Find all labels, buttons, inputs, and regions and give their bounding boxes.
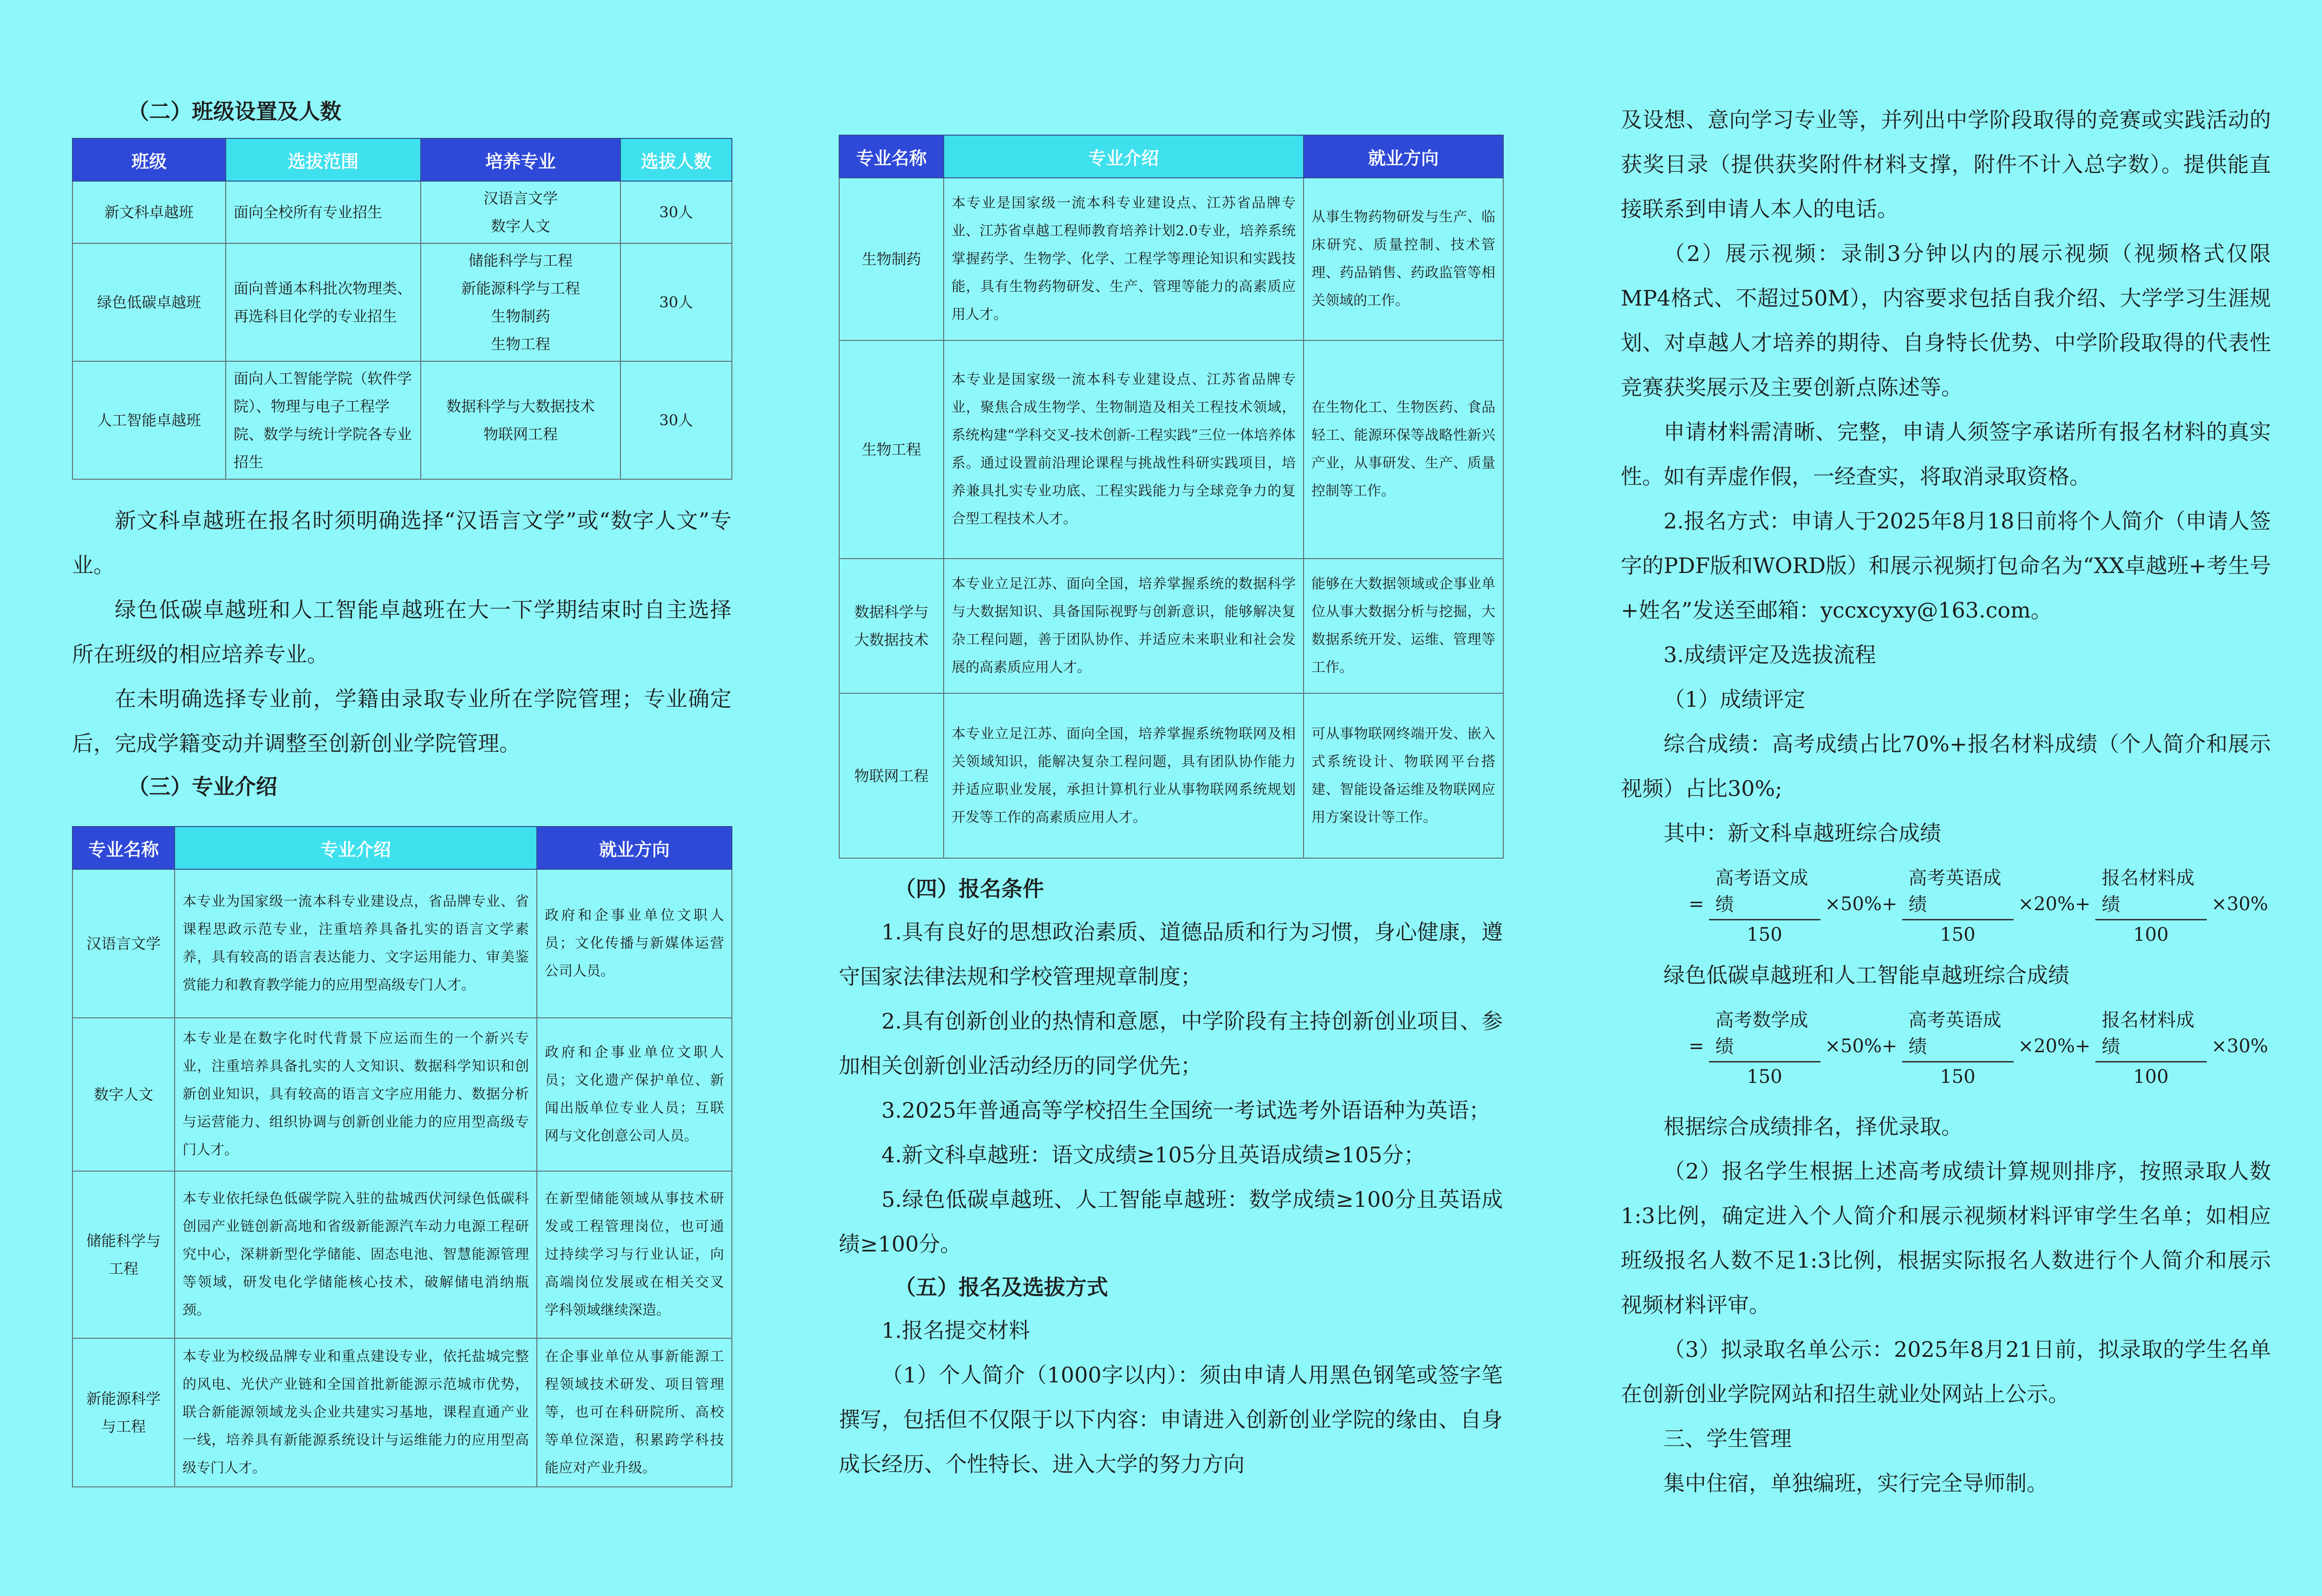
body-paragraph: 3.成绩评定及选拔流程 bbox=[1663, 642, 1876, 667]
major-row bbox=[72, 1338, 732, 1487]
body-paragraph: 申请材料需清晰、完整，申请人须签字承诺所有报名材料的真实性。如有弄虚作假，一经查实，将取消录取资格。 bbox=[1621, 419, 2271, 489]
major-row bbox=[72, 1171, 732, 1338]
condition-item: 2.具有创新创业的热情和意愿，中学阶段有主持创新创业项目、参加相关创新创业活动经历的同学优先； bbox=[839, 1009, 1503, 1078]
major-career: 政府和企事业单位文职人员；文化遗产保护单位、新闻出版单位专业人员；互联网与文化创意公司人员。 bbox=[537, 1018, 732, 1171]
major-row bbox=[839, 693, 1503, 858]
class-majors bbox=[421, 243, 620, 361]
registration-section bbox=[839, 868, 1503, 1486]
major-row bbox=[839, 178, 1503, 340]
conditions-heading: （四）报名条件 bbox=[894, 876, 1044, 901]
class-majors bbox=[421, 181, 620, 243]
major-name: 生物工程 bbox=[839, 340, 944, 559]
major-career: 能够在大数据领域或企事业单位从事大数据分析与挖掘，大数据系统开发、运维、管理等工作。 bbox=[1304, 559, 1503, 693]
formula-fraction bbox=[1902, 1005, 2014, 1088]
class-table-header-cell: 培养专业 bbox=[421, 138, 620, 181]
major-row bbox=[72, 869, 732, 1018]
major-intro-heading: （三）专业介绍 bbox=[128, 774, 277, 799]
major-career: 在企事业单位从事新能源工程领域技术研发、项目管理等，也可在科研院所、高校等单位深造，积累跨学科技能应对产业升级。 bbox=[537, 1338, 732, 1487]
formula-liberal-arts bbox=[1686, 867, 2271, 945]
major-intro: 本专业是在数字化时代背景下应运而生的一个新兴专业，注重培养具备扎实的人文知识、数据科学知识和创新创业知识，具有较高的语言文字应用能力、数据分析与运营能力、组织协调与创新创业能力的应用型高级专门人才。 bbox=[175, 1018, 537, 1171]
body-paragraph: 根据综合成绩排名，择优录取。 bbox=[1663, 1114, 1963, 1139]
condition-item: 3.2025年普通高等学校招生全国统一考试选考外语语种为英语； bbox=[881, 1098, 1490, 1123]
body-paragraph: （2）报名学生根据上述高考成绩计算规则排序，按照录取人数1:3比例，确定进入个人简介和展示视频材料评审学生名单；如相应班级报名人数不足1:3比例，根据实际报名人数进行个人简介和展示视频材料评审。 bbox=[1621, 1159, 2271, 1317]
formula-denominator: 150 bbox=[1747, 924, 1782, 945]
formula-weight: ×50%+ bbox=[1825, 893, 1898, 915]
condition-item: 5.绿色低碳卓越班、人工智能卓越班：数学成绩≥100分且英语成绩≥100分。 bbox=[839, 1187, 1503, 1257]
formula-denominator: 150 bbox=[1940, 1066, 1976, 1088]
class-table-header-cell: 班级 bbox=[72, 138, 226, 181]
major-name: 汉语言文学 bbox=[72, 869, 175, 1018]
formula-denominator: 100 bbox=[2133, 1066, 2169, 1088]
major-item: 新能源科学与工程 bbox=[461, 280, 580, 297]
major-table-header-cell: 专业名称 bbox=[839, 135, 944, 178]
class-table-row bbox=[72, 243, 732, 361]
major-name: 生物制药 bbox=[839, 178, 944, 340]
selection-subheading: 1.报名提交材料 bbox=[881, 1318, 1030, 1343]
major-career: 在生物化工、生物医药、食品轻工、能源环保等战略性新兴产业，从事研发、生产、质量控制等工作。 bbox=[1304, 340, 1503, 559]
class-table-row bbox=[72, 361, 732, 479]
body-paragraph: 2.报名方式：申请人于2025年8月18日前将个人简介（申请人签字的PDF版和WORD版）和展示视频打包命名为“XX卓越班+考生号+姓名”发送至邮箱：yccxcyxy@163.com。 bbox=[1621, 508, 2271, 623]
selection-process bbox=[1621, 1104, 2271, 1505]
class-table-row bbox=[72, 181, 732, 243]
class-scope: 面向普通本科批次物理类、再选科目化学的专业招生 bbox=[226, 243, 421, 361]
formula-weight: ×30% bbox=[2211, 1036, 2268, 1057]
class-table-header bbox=[72, 138, 732, 181]
condition-item: 4.新文科卓越班：语文成绩≥105分且英语成绩≥105分； bbox=[881, 1142, 1425, 1167]
class-name: 新文科卓越班 bbox=[72, 181, 226, 243]
formula-weight: ×20%+ bbox=[2018, 893, 2091, 915]
major-item: 生物制药 bbox=[490, 307, 550, 325]
formula-numerator: 高考英语成绩 bbox=[1902, 863, 2014, 920]
class-count: 30人 bbox=[620, 181, 732, 243]
formula-numerator: 报名材料成绩 bbox=[2095, 863, 2207, 920]
major-table-header-cell: 专业介绍 bbox=[175, 827, 537, 869]
formula-equals: = bbox=[1689, 893, 1704, 915]
major-intro: 本专业是国家级一流本科专业建设点、江苏省品牌专业、江苏省卓越工程师教育培养计划2.0专业，培养系统掌握药学、生物学、化学、工程学等理论知识和实践技能，具有生物药物研发、生产、管理等能力的高素质应用人才。 bbox=[944, 178, 1304, 340]
major-name: 储能科学与工程 bbox=[72, 1171, 175, 1338]
major-career: 可从事物联网终端开发、嵌入式系统设计、物联网平台搭建、智能设备运维及物联网应用方案设计等工作。 bbox=[1304, 693, 1503, 858]
body-paragraph: 其中：新文科卓越班综合成绩 bbox=[1663, 821, 1941, 846]
major-row bbox=[839, 340, 1503, 559]
formula-weight: ×30% bbox=[2211, 893, 2268, 915]
formula-low-carbon-ai bbox=[1686, 1009, 2271, 1088]
major-name: 新能源科学与工程 bbox=[72, 1338, 175, 1487]
formula-equals: = bbox=[1689, 1036, 1704, 1057]
major-table-header-cell: 专业名称 bbox=[72, 827, 175, 869]
major-item: 生物工程 bbox=[490, 335, 550, 353]
formula-fraction bbox=[1709, 863, 1820, 945]
major-intro: 本专业是国家级一流本科专业建设点、江苏省品牌专业，聚焦合成生物学、生物制造及相关工程技术领域，系统构建“学科交叉-技术创新-工程实践”三位一体培养体系。通过设置前沿理论课程与挑战性科研实践项目，培养兼具扎实专业功底、工程实践能力与全球竞争力的复合型工程技术人才。 bbox=[944, 340, 1304, 559]
major-table-header-cell: 就业方向 bbox=[1304, 135, 1503, 178]
class-scope: 面向人工智能学院（软件学院）、物理与电子工程学院、数学与统计学院各专业招生 bbox=[226, 361, 421, 479]
major-intro: 本专业为校级品牌专业和重点建设专业，依托盐城完整的风电、光伏产业链和全国首批新能源示范城市优势，联合新能源领域龙头企业共建实习基地，课程直通产业一线，培养具有新能源系统设计与运维能力的应用型高级专门人才。 bbox=[175, 1338, 537, 1487]
major-intro: 本专业依托绿色低碳学院入驻的盐城西伏河绿色低碳科创园产业链创新高地和省级新能源汽车动力电源工程研究中心，深耕新型化学储能、固态电池、智慧能源管理等领域，研发电化学储能核心技术，破解储电消纳瓶颈。 bbox=[175, 1171, 537, 1338]
formula-fraction bbox=[1709, 1005, 1820, 1088]
major-career: 政府和企事业单位文职人员；文化传播与新媒体运营公司人员。 bbox=[537, 869, 732, 1018]
formula-fraction bbox=[2095, 1005, 2207, 1088]
major-item: 储能科学与工程 bbox=[468, 252, 573, 269]
selection-heading: （五）报名及选拔方式 bbox=[894, 1275, 1108, 1300]
formula-numerator: 高考语文成绩 bbox=[1709, 863, 1820, 920]
class-count: 30人 bbox=[620, 361, 732, 479]
major-table-header-cell: 就业方向 bbox=[537, 827, 732, 869]
body-paragraph: 及设想、意向学习专业等，并列出中学阶段取得的竞赛或实践活动的获奖目录（提供获奖附件材料支撑，附件不计入总字数）。提供能直接联系到申请人本人的电话。 bbox=[1621, 107, 2271, 221]
body-paragraph: 绿色低碳卓越班和人工智能卓越班在大一下学期结束时自主选择所在班级的相应培养专业。 bbox=[72, 597, 731, 667]
formula-fraction bbox=[1902, 863, 2014, 945]
major-table-header bbox=[72, 827, 732, 869]
formula-denominator: 150 bbox=[1747, 1066, 1782, 1088]
major-name: 数据科学与大数据技术 bbox=[839, 559, 944, 693]
major-name: 物联网工程 bbox=[839, 693, 944, 858]
major-name: 数字人文 bbox=[72, 1018, 175, 1171]
formula-numerator: 高考英语成绩 bbox=[1902, 1005, 2014, 1062]
left-column bbox=[72, 91, 731, 1487]
major-item: 物联网工程 bbox=[483, 425, 558, 443]
formula-denominator: 100 bbox=[2133, 924, 2169, 945]
class-scope: 面向全校所有专业招生 bbox=[226, 181, 421, 243]
body-paragraph: 在未明确选择专业前，学籍由录取专业所在学院管理；专业确定后，完成学籍变动并调整至创新创业学院管理。 bbox=[72, 686, 731, 756]
class-table bbox=[72, 138, 732, 480]
formula2-label: 绿色低碳卓越班和人工智能卓越班综合成绩 bbox=[1663, 963, 2069, 988]
major-table-right bbox=[839, 135, 1504, 859]
major-table-header-cell: 专业介绍 bbox=[944, 135, 1304, 178]
body-paragraph: （2）展示视频：录制3分钟以内的展示视频（视频格式仅限MP4格式、不超过50M），内容要求包括自我介绍、大学学习生涯规划、对卓越人才培养的期待、自身特长优势、中学阶段取得的代表性竞赛获奖展示及主要创新点陈述等。 bbox=[1621, 241, 2271, 400]
major-intro: 本专业立足江苏、面向全国，培养掌握系统物联网及相关领域知识，能解决复杂工程问题，具有团队协作能力并适应职业发展，承担计算机行业从事物联网系统规划开发等工作的高素质应用人才。 bbox=[944, 693, 1304, 858]
major-career: 在新型储能领域从事技术研发或工程管理岗位，也可通过持续学习与行业认证，向高端岗位发展或在相关交叉学科领域继续深造。 bbox=[537, 1171, 732, 1338]
major-intro: 本专业为国家级一流本科专业建设点，省品牌专业、省课程思政示范专业，注重培养具备扎实的语言文学素养，具有较高的语言表达能力、文字运用能力、审美鉴赏能力和教育教学能力的应用型高级专门人才。 bbox=[175, 869, 537, 1018]
body-paragraph: （3）拟录取名单公示：2025年8月21日前，拟录取的学生名单在创新创业学院网站和招生就业处网站上公示。 bbox=[1621, 1337, 2271, 1407]
body-paragraph: （1）个人简介（1000字以内）：须由申请人用黑色钢笔或签字笔撰写，包括但不仅限于以下内容：申请进入创新创业学院的缘由、自身成长经历、个性特长、进入大学的努力方向 bbox=[839, 1362, 1503, 1477]
body-paragraph: 集中住宿，单独编班，实行完全导师制。 bbox=[1663, 1471, 2048, 1496]
formula-fraction bbox=[2095, 863, 2207, 945]
major-table-left bbox=[72, 826, 732, 1487]
major-item: 汉语言文学 bbox=[483, 189, 558, 207]
middle-column bbox=[839, 135, 1503, 1486]
class-table-header-cell: 选拔范围 bbox=[226, 138, 421, 181]
condition-item: 1.具有良好的思想政治素质、道德品质和行为习惯，身心健康，遵守国家法律法规和学校管理规章制度； bbox=[839, 919, 1503, 989]
class-notes bbox=[72, 498, 731, 766]
right-column bbox=[1621, 98, 2271, 1505]
major-table-header bbox=[839, 135, 1503, 178]
class-name: 绿色低碳卓越班 bbox=[72, 243, 226, 361]
formula-numerator: 高考数学成绩 bbox=[1709, 1005, 1820, 1062]
major-career: 从事生物药物研发与生产、临床研究、质量控制、技术管理、药品销售、药政监管等相关领域的工作。 bbox=[1304, 178, 1503, 340]
major-item: 数字人文 bbox=[490, 217, 550, 235]
class-majors bbox=[421, 361, 620, 479]
major-row bbox=[839, 559, 1503, 693]
formula-numerator: 报名材料成绩 bbox=[2095, 1005, 2207, 1062]
major-intro: 本专业立足江苏、面向全国，培养掌握系统的数据科学与大数据知识、具备国际视野与创新意识，能够解决复杂工程问题，善于团队协作、并适应未来职业和社会发展的高素质应用人才。 bbox=[944, 559, 1304, 693]
class-setup-heading: （二）班级设置及人数 bbox=[128, 99, 341, 124]
body-paragraph: 综合成绩：高考成绩占比70%+报名材料成绩（个人简介和展示视频）占比30%; bbox=[1621, 731, 2271, 801]
body-paragraph: （1）成绩评定 bbox=[1663, 687, 1806, 712]
major-item: 数据科学与大数据技术 bbox=[446, 397, 595, 415]
formula-weight: ×20%+ bbox=[2018, 1036, 2091, 1057]
formula-denominator: 150 bbox=[1940, 924, 1976, 945]
body-paragraph: 新文科卓越班在报名时须明确选择“汉语言文学”或“数字人文”专业。 bbox=[72, 508, 731, 578]
class-count: 30人 bbox=[620, 243, 732, 361]
class-name: 人工智能卓越班 bbox=[72, 361, 226, 479]
formula-weight: ×50%+ bbox=[1825, 1036, 1898, 1057]
major-row bbox=[72, 1018, 732, 1171]
student-management-heading: 三、学生管理 bbox=[1663, 1426, 1792, 1451]
class-table-header-cell: 选拔人数 bbox=[620, 138, 732, 181]
